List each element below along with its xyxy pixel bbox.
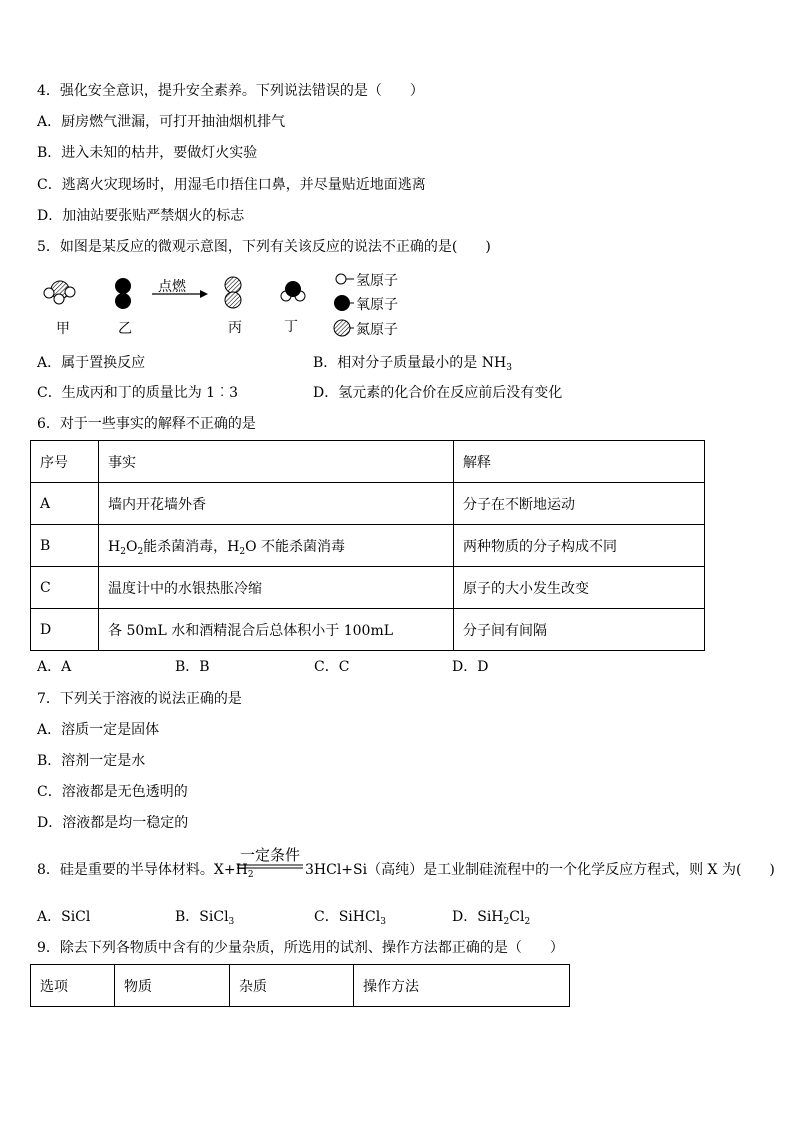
header-cell: 事实	[99, 441, 454, 483]
table-header-row	[31, 965, 570, 1007]
header-cell: 选项	[31, 965, 115, 1007]
q8-option-b: B．SiCl$_3$	[175, 909, 235, 927]
legend-hydrogen-icon	[336, 274, 354, 284]
table-row	[31, 483, 705, 525]
row-fact: $H_2O_2$能杀菌消毒，$H_2O$ 不能杀菌消毒	[99, 525, 454, 567]
header-cell: 物质	[115, 965, 230, 1007]
q9-table	[30, 964, 570, 1007]
row-id: C	[31, 567, 99, 609]
legend-hydrogen: 氢原子	[356, 273, 398, 289]
table-row	[31, 525, 705, 567]
q8-stem-before: 8．硅是重要的半导体材料。$X+H_2$	[37, 862, 254, 880]
table-row	[31, 567, 705, 609]
q7-option-b: B．溶剂一定是水	[37, 753, 146, 769]
q6-option-b: B．B	[175, 659, 210, 675]
table-row	[31, 609, 705, 651]
legend-oxygen: 氧原子	[356, 297, 398, 313]
q9-stem: 9．除去下列各物质中含有的少量杂质，所选用的试剂、操作方法都正确的是（ ）	[37, 940, 564, 956]
q7-option-a: A．溶质一定是固体	[37, 722, 160, 738]
q5-option-c: C．生成丙和丁的质量比为 1︰3	[37, 385, 238, 401]
q6-stem: 6．对于一些事实的解释不正确的是	[37, 416, 256, 432]
q4-option-b: B．进入未知的枯井，要做灯火实验	[37, 145, 258, 161]
row-fact: 各 50mL 水和酒精混合后总体积小于 100mL	[99, 609, 454, 651]
q6-option-c: C．C	[314, 659, 350, 675]
q6-option-d: D．D	[452, 659, 489, 675]
molecule-jia-nh3	[44, 281, 75, 304]
q4-option-a: A．厨房燃气泄漏，可打开抽油烟机排气	[37, 114, 286, 130]
q7-option-c: C．溶液都是无色透明的	[37, 784, 188, 800]
arrow-condition: 点燃	[158, 279, 186, 295]
label-bing: 丙	[228, 320, 242, 336]
row-id: D	[31, 609, 99, 651]
q8-option-d: D．$SiH_2Cl_2$	[452, 909, 531, 927]
q5-option-d: D．氢元素的化合价在反应前后没有变化	[313, 385, 563, 401]
header-cell: 杂质	[230, 965, 354, 1007]
q7-option-d: D．溶液都是均一稳定的	[37, 815, 189, 831]
q5-stem: 5．如图是某反应的微观示意图，下列有关该反应的说法不正确的是( )	[37, 239, 491, 255]
label-ding: 丁	[284, 319, 298, 335]
row-id: B	[31, 525, 99, 567]
row-fact: 墙内开花墙外香	[99, 483, 454, 525]
label-jia: 甲	[56, 321, 70, 337]
molecule-yi-o2	[115, 278, 131, 309]
q4-stem: 4．强化安全意识，提升安全素养。下列说法错误的是（ ）	[37, 83, 424, 99]
q5-option-b: B．相对分子质量最小的是 $NH_3$	[313, 355, 512, 373]
q6-table	[30, 440, 705, 651]
q8-option-a: A．SiCl	[37, 909, 91, 925]
molecule-ding-h2o	[281, 281, 305, 301]
q7-stem: 7．下列关于溶液的说法正确的是	[37, 691, 242, 707]
header-cell: 序号	[31, 441, 99, 483]
legend-nitrogen: 氮原子	[356, 322, 398, 338]
row-explain: 两种物质的分子构成不同	[454, 525, 705, 567]
legend-oxygen-icon	[334, 295, 354, 311]
label-yi: 乙	[118, 321, 132, 337]
molecule-bing-n2	[225, 277, 241, 308]
q8-option-c: C．SiHCl$_3$	[314, 909, 386, 927]
q6-option-a: A．A	[37, 659, 72, 675]
row-explain: 分子在不断地运动	[454, 483, 705, 525]
header-cell: 解释	[454, 441, 705, 483]
table-header-row	[31, 441, 705, 483]
q5-option-a: A．属于置换反应	[37, 355, 146, 371]
header-cell: 操作方法	[354, 965, 570, 1007]
q8-condition: 一定条件	[239, 846, 300, 864]
q4-option-c: C．逃离火灾现场时，用湿毛巾捂住口鼻，并尽量贴近地面逃离	[37, 177, 426, 193]
row-explain: 原子的大小发生改变	[454, 567, 705, 609]
row-explain: 分子间有间隔	[454, 609, 705, 651]
row-id: A	[31, 483, 99, 525]
q4-option-d: D．加油站要张贴严禁烟火的标志	[37, 208, 245, 224]
row-fact: 温度计中的水银热胀冷缩	[99, 567, 454, 609]
q8-stem-after: 3HCl+Si（高纯）是工业制硅流程中的一个化学反应方程式，则 X 为( )	[305, 862, 775, 878]
equals-arrow	[237, 864, 303, 870]
legend-nitrogen-icon	[334, 320, 354, 336]
